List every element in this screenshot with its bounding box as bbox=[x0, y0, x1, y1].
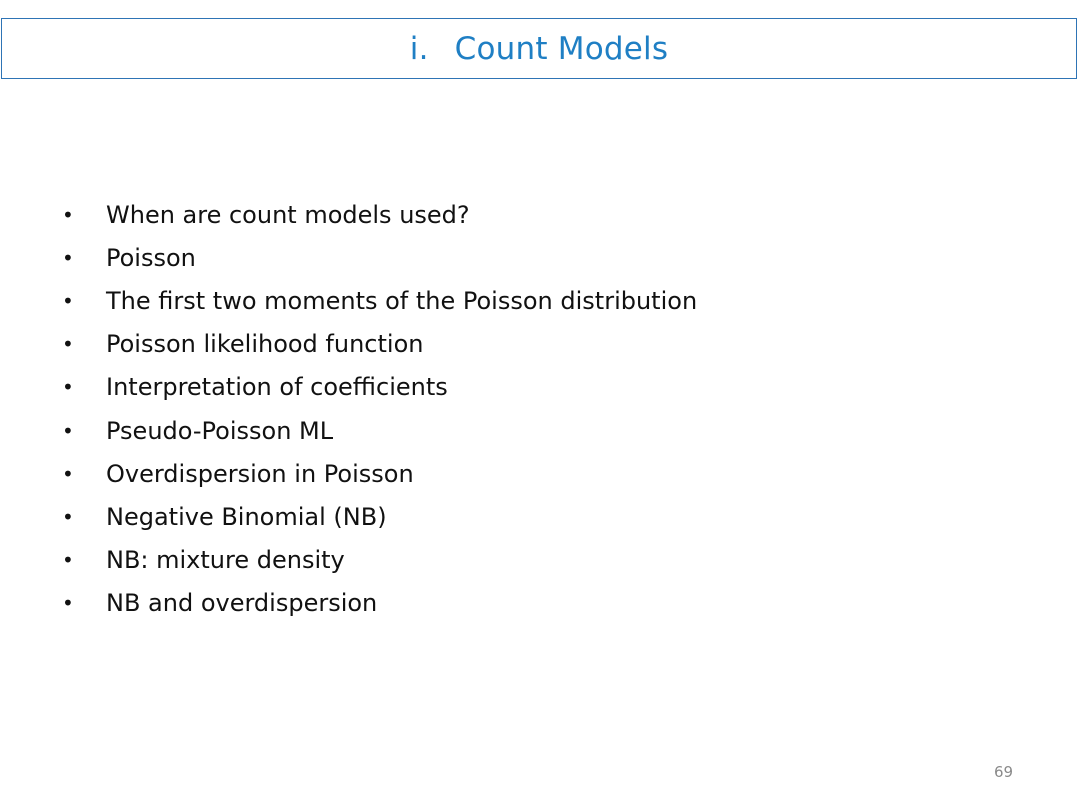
list-item-text: Overdispersion in Poisson bbox=[106, 459, 414, 488]
bullet-icon: • bbox=[62, 591, 74, 616]
bullet-icon: • bbox=[62, 202, 74, 227]
list-item-text: Pseudo-Poisson ML bbox=[106, 416, 334, 445]
bullet-icon: • bbox=[62, 375, 74, 400]
list-item bbox=[62, 495, 697, 538]
list-item-text: NB: mixture density bbox=[106, 546, 345, 575]
list-item-text: Negative Binomial (NB) bbox=[106, 502, 387, 531]
bullet-icon: • bbox=[62, 548, 74, 573]
list-item bbox=[62, 452, 697, 495]
list-item bbox=[62, 236, 697, 279]
bullet-icon: • bbox=[62, 332, 74, 357]
bullet-icon: • bbox=[62, 288, 74, 313]
list-item-text: Interpretation of coefficients bbox=[106, 373, 448, 402]
list-item bbox=[62, 323, 697, 366]
page-number: 69 bbox=[994, 763, 1014, 781]
list-item bbox=[62, 193, 697, 236]
list-item bbox=[62, 366, 697, 409]
list-item bbox=[62, 279, 697, 322]
list-item bbox=[62, 582, 697, 625]
slide-title: Count Models bbox=[454, 30, 669, 67]
list-item bbox=[62, 539, 697, 582]
slide-title-box bbox=[1, 18, 1077, 79]
list-item-text: Poisson likelihood function bbox=[106, 330, 424, 359]
bullet-list bbox=[62, 193, 697, 625]
bullet-icon: • bbox=[62, 245, 74, 270]
list-item-text: Poisson bbox=[106, 243, 196, 272]
list-item-text: NB and overdispersion bbox=[106, 589, 378, 618]
bullet-icon: • bbox=[62, 418, 74, 443]
list-item-text: The first two moments of the Poisson distribution bbox=[106, 286, 698, 315]
list-item bbox=[62, 409, 697, 452]
title-number: i. bbox=[409, 30, 429, 67]
bullet-icon: • bbox=[62, 461, 74, 486]
list-item-text: When are count models used? bbox=[106, 200, 470, 229]
bullet-icon: • bbox=[62, 504, 74, 529]
